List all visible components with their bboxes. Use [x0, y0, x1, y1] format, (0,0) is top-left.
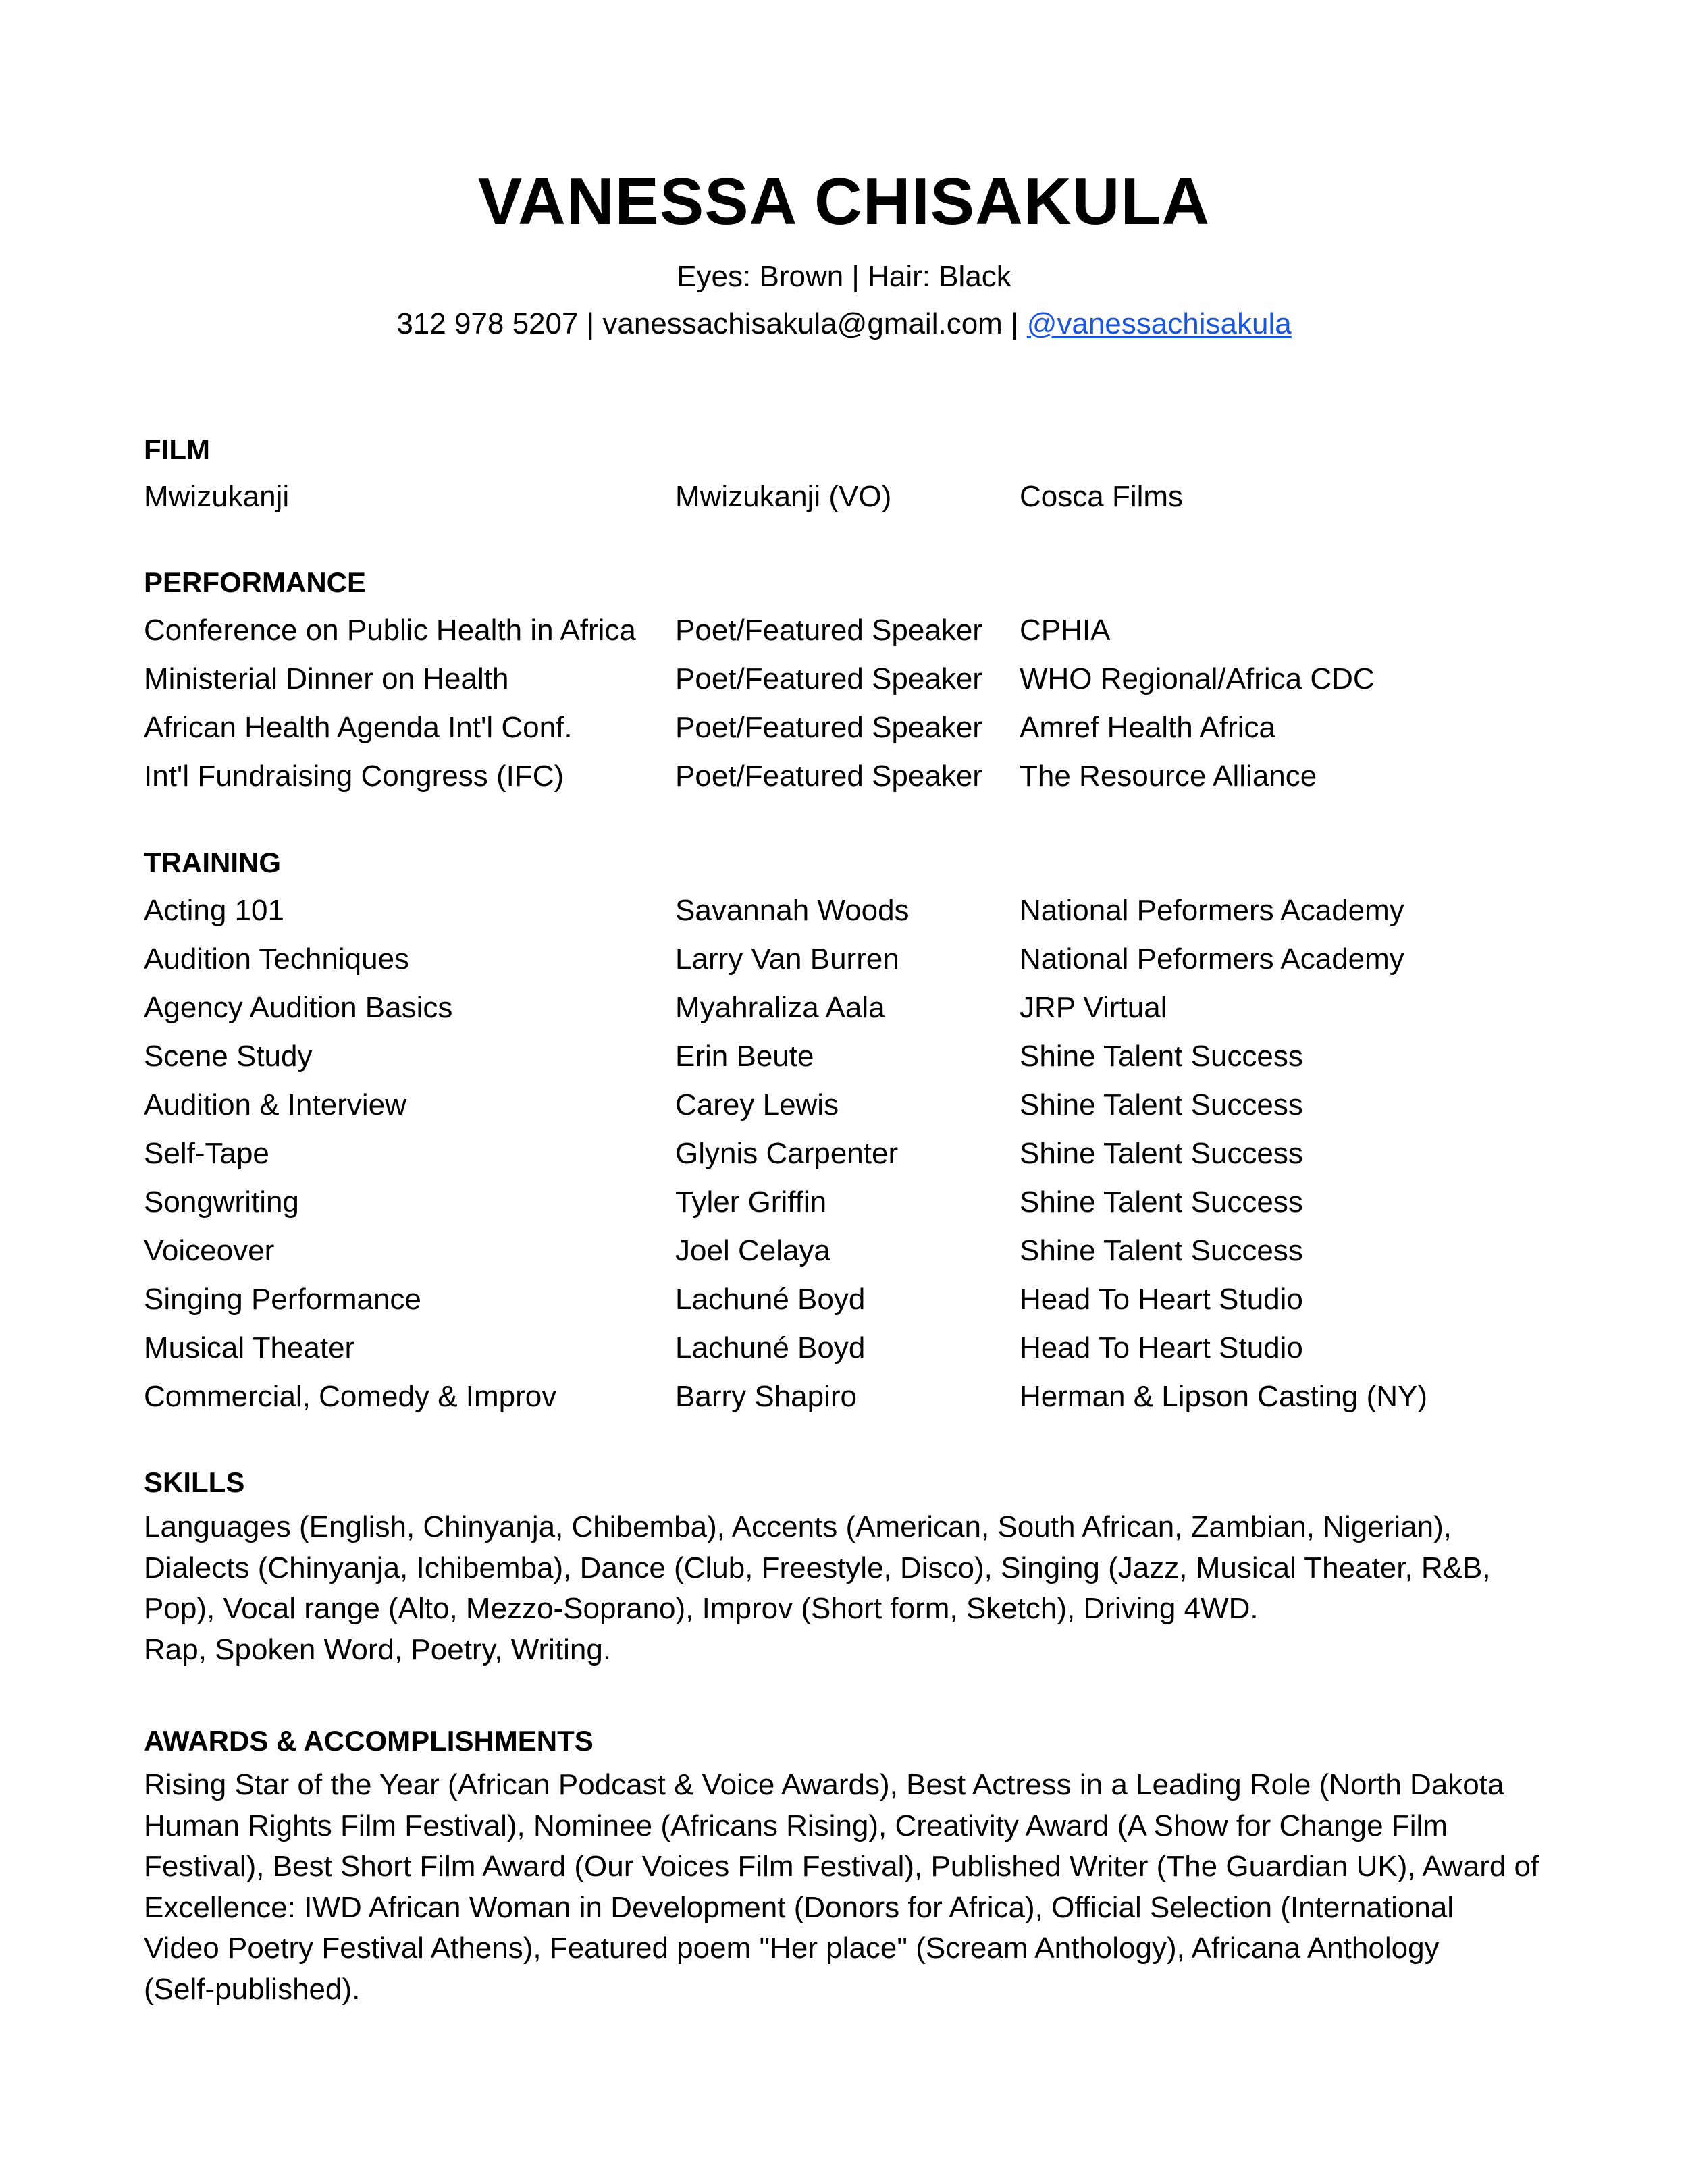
section-heading-training: TRAINING: [144, 847, 281, 878]
performance-role: Poet/Featured Speaker: [675, 662, 982, 695]
film-row: [144, 475, 1562, 519]
performance-event: Int'l Fundraising Congress (IFC): [144, 760, 564, 793]
film-role: Mwizukanji (VO): [675, 480, 892, 513]
training-course: Scene Study: [144, 1040, 313, 1073]
training-row: [144, 937, 1562, 982]
contact-line: [0, 304, 1688, 344]
performance-row: [144, 705, 1562, 750]
training-course: Audition Techniques: [144, 942, 410, 976]
training-row: [144, 1375, 1562, 1419]
training-instructor: Savannah Woods: [675, 894, 909, 927]
training-school: Shine Talent Success: [1020, 1234, 1303, 1267]
training-instructor: Barry Shapiro: [675, 1380, 858, 1413]
training-course: Singing Performance: [144, 1283, 421, 1316]
training-instructor: Glynis Carpenter: [675, 1137, 899, 1170]
training-row: [144, 1180, 1562, 1225]
awards-line: (Self-published).: [144, 1972, 361, 2006]
contact-phone-email: 312 978 5207 | vanessachisakula@gmail.com |: [396, 307, 1027, 340]
training-course: Self-Tape: [144, 1137, 269, 1170]
performance-role: Poet/Featured Speaker: [675, 614, 982, 647]
skills-line: Pop), Vocal range (Alto, Mezzo-Soprano), Improv (Short form, Sketch), Driving 4WD.: [144, 1592, 1259, 1625]
training-row: [144, 1229, 1562, 1273]
performance-event: Conference on Public Health in Africa: [144, 614, 636, 647]
performance-role: Poet/Featured Speaker: [675, 760, 982, 793]
training-course: Musical Theater: [144, 1331, 355, 1364]
skills-line: Languages (English, Chinyanja, Chibemba), Accents (American, South African, Zambian, Nigerian),: [144, 1510, 1452, 1543]
training-instructor: Lachuné Boyd: [675, 1331, 866, 1364]
performance-organization: CPHIA: [1020, 614, 1111, 647]
training-school: JRP Virtual: [1020, 991, 1167, 1024]
training-instructor: Larry Van Burren: [675, 942, 899, 976]
training-school: Shine Talent Success: [1020, 1088, 1303, 1121]
training-instructor: Joel Celaya: [675, 1234, 830, 1267]
performance-row: [144, 657, 1562, 701]
section-heading-awards: AWARDS & ACCOMPLISHMENTS: [144, 1725, 594, 1757]
training-school: Herman & Lipson Casting (NY): [1020, 1380, 1428, 1413]
training-row: [144, 1034, 1562, 1079]
social-handle-link[interactable]: @vanessachisakula: [1026, 307, 1292, 340]
film-title: Mwizukanji: [144, 480, 290, 513]
section-heading-performance: PERFORMANCE: [144, 566, 367, 598]
physical-attributes: Eyes: Brown | Hair: Black: [677, 260, 1011, 293]
resume-name: VANESSA CHISAKULA: [477, 164, 1211, 238]
training-school: Shine Talent Success: [1020, 1186, 1303, 1219]
training-course: Songwriting: [144, 1186, 299, 1219]
awards-line: Human Rights Film Festival), Nominee (Africans Rising), Creativity Award (A Show for Change Film: [144, 1809, 1448, 1842]
skills-paragraph: [144, 1507, 1562, 1670]
training-course: Acting 101: [144, 894, 284, 927]
awards-line: Rising Star of the Year (African Podcast & Voice Awards), Best Actress in a Leading Role (North Dakota: [144, 1768, 1504, 1801]
training-course: Voiceover: [144, 1234, 275, 1267]
training-instructor: Lachuné Boyd: [675, 1283, 866, 1316]
training-row: [144, 1326, 1562, 1370]
training-school: Head To Heart Studio: [1020, 1331, 1303, 1364]
performance-row: [144, 754, 1562, 799]
skills-line: Rap, Spoken Word, Poetry, Writing.: [144, 1632, 612, 1666]
training-school: Shine Talent Success: [1020, 1040, 1303, 1073]
performance-event: African Health Agenda Int'l Conf.: [144, 711, 573, 744]
training-instructor: Tyler Griffin: [675, 1186, 827, 1219]
training-row: [144, 888, 1562, 933]
training-school: Shine Talent Success: [1020, 1137, 1303, 1170]
training-instructor: Erin Beute: [675, 1040, 814, 1073]
awards-line: Festival), Best Short Film Award (Our Voices Film Festival), Published Writer (The Guardian UK), Award of: [144, 1850, 1539, 1883]
training-school: National Peformers Academy: [1020, 894, 1404, 927]
awards-paragraph: [144, 1765, 1562, 2010]
awards-line: Excellence: IWD African Woman in Development (Donors for Africa), Official Selection (International: [144, 1890, 1454, 1924]
performance-row: [144, 608, 1562, 653]
performance-organization: The Resource Alliance: [1020, 760, 1317, 793]
training-instructor: Carey Lewis: [675, 1088, 839, 1121]
training-instructor: Myahraliza Aala: [675, 991, 885, 1024]
training-row: [144, 1277, 1562, 1322]
training-course: Audition & Interview: [144, 1088, 406, 1121]
performance-organization: Amref Health Africa: [1020, 711, 1276, 744]
performance-organization: WHO Regional/Africa CDC: [1020, 662, 1375, 695]
performance-event: Ministerial Dinner on Health: [144, 662, 509, 695]
skills-line: Dialects (Chinyanja, Ichibemba), Dance (Club, Freestyle, Disco), Singing (Jazz, Musical Theater, R&B,: [144, 1551, 1491, 1584]
training-course: Commercial, Comedy & Improv: [144, 1380, 557, 1413]
film-company: Cosca Films: [1020, 480, 1184, 513]
section-heading-skills: SKILLS: [144, 1466, 245, 1498]
training-row: [144, 986, 1562, 1030]
training-row: [144, 1083, 1562, 1127]
training-course: Agency Audition Basics: [144, 991, 453, 1024]
performance-role: Poet/Featured Speaker: [675, 711, 982, 744]
training-row: [144, 1131, 1562, 1176]
training-school: Head To Heart Studio: [1020, 1283, 1303, 1316]
training-school: National Peformers Academy: [1020, 942, 1404, 976]
awards-line: Video Poetry Festival Athens), Featured poem "Her place" (Scream Anthology), Africana Anthology: [144, 1932, 1440, 1965]
section-heading-film: FILM: [144, 433, 210, 465]
